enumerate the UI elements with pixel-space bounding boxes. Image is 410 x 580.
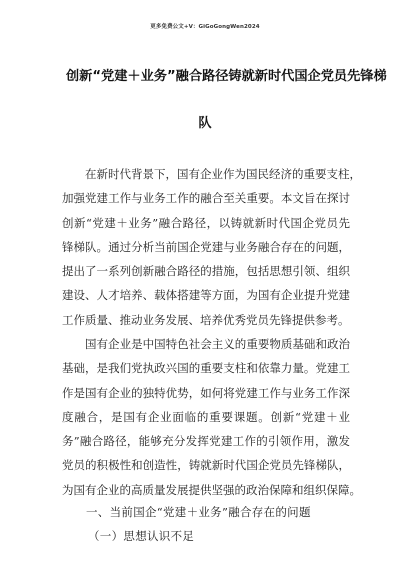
section-heading: 一、当前国企“党建＋业务”融合存在的问题: [86, 505, 311, 519]
paragraph-line: 提出了一系列创新融合路径的措施，包括思想引领、组织: [62, 264, 350, 279]
paragraph-line: 建设、人才培养、载体搭建等方面，为国有企业提升党建: [62, 288, 350, 303]
body-paragraph-2: [62, 332, 361, 502]
paragraph-line: 基础，是我们党执政兴国的重要支柱和依靠力量。党建工: [62, 361, 350, 376]
document-title-line-2: 队: [198, 116, 212, 131]
header-watermark: 更多免费公文+V：GiGoGongWen2024: [150, 24, 260, 30]
paragraph-line: 党员的积极性和创造性，铸就新时代国企党员先锋梯队，: [62, 458, 350, 473]
paragraph-line: 加强党建工作与业务工作的融合至关重要。本文旨在探讨: [62, 191, 350, 206]
subsection-heading: （一）思想认识不足: [88, 529, 195, 543]
paragraph-line: 作是国有企业的独特优势，如何将党建工作与业务工作深: [62, 385, 350, 400]
body-paragraph-1: [62, 162, 361, 332]
paragraph-line: 国有企业是中国特色社会主义的重要物质基础和政治: [85, 337, 350, 351]
paragraph-line: 在新时代背景下，国有企业作为国民经济的重要支柱，: [85, 167, 361, 181]
paragraph-line: 务”融合路径，能够充分发挥党建工作的引领作用，激发: [62, 434, 350, 449]
paragraph-line: 度融合，是国有企业面临的重要课题。创新“党建＋业: [62, 409, 350, 424]
paragraph-line: 创新“党建＋业务”融合路径，以铸就新时代国企党员先: [62, 215, 350, 230]
document-title-line-1: 创新“党建＋业务”融合路径铸就新时代国企党员先锋梯: [66, 69, 387, 84]
paragraph-line: 工作质量、推动业务发展、培养优秀党员先锋提供参考。: [62, 312, 350, 327]
paragraph-line: 为国有企业的高质量发展提供坚强的政治保障和组织保障。: [62, 482, 361, 497]
paragraph-line: 锋梯队。通过分析当前国企党建与业务融合存在的问题，: [62, 239, 350, 254]
